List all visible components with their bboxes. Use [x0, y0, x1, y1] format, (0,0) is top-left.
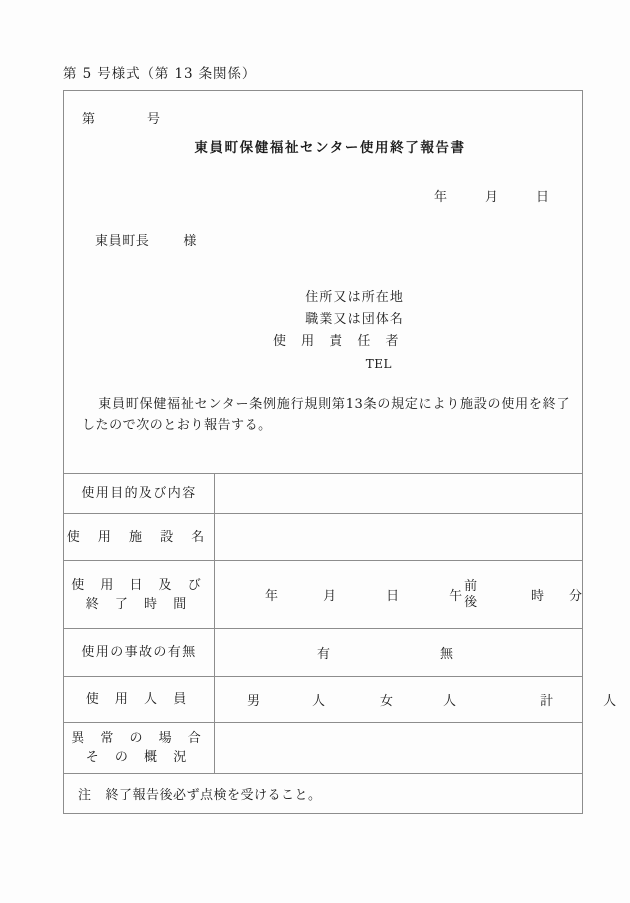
document-number-prefix: 第 [82, 112, 96, 127]
accident-options [219, 643, 582, 662]
accident-option-no[interactable]: 無 [440, 647, 454, 662]
pm-option[interactable]: 後 [464, 594, 478, 610]
applicant-tel-label: TEL [365, 357, 392, 371]
row-value-attendance[interactable] [215, 677, 617, 723]
row-value-abnormality[interactable] [215, 723, 583, 774]
row-label-facility: 使 用 施 設 名 [64, 514, 215, 561]
addressee-name: 東員町長 [95, 234, 150, 249]
applicant-occupation-label: 職業又は団体名 [305, 312, 404, 327]
document-title: 東員町保健福祉センター使用終了報告書 [194, 140, 466, 156]
attendance-male-label: 男 [247, 694, 261, 709]
attendance-female-unit: 人 [443, 694, 457, 709]
row-label-attendance: 使 用 人 員 [64, 677, 215, 723]
datetime-year-label: 年 [265, 589, 279, 604]
datetime-minute-label: 分 [568, 589, 582, 604]
row-label-abnormality-line1: 異 常 の 場 合 [71, 731, 207, 746]
table-row-datetime [64, 561, 582, 629]
am-pm-selector[interactable] [464, 579, 477, 611]
date-month-label: 月 [484, 190, 498, 205]
row-label-abnormality-line2: そ の 概 況 [85, 750, 193, 765]
note-cell [64, 774, 582, 814]
attendance-male-unit: 人 [312, 694, 326, 709]
table-row-purpose [64, 474, 582, 514]
table-row-facility [64, 514, 582, 561]
datetime-day-label: 日 [386, 589, 400, 604]
am-option[interactable]: 前 [464, 578, 478, 594]
row-value-facility[interactable] [215, 514, 583, 561]
attendance-fields [219, 690, 617, 709]
form-code: 第 5 号様式（第 13 条関係） [63, 66, 257, 82]
addressee-line [95, 230, 197, 249]
row-label-datetime [64, 561, 215, 629]
note-text: 終了報告後必ず点検を受けること。 [105, 788, 322, 803]
attendance-female-label: 女 [380, 694, 394, 709]
statement-body: 東員町保健福祉センター条例施行規則第13条の規定により施設の使用を終了したので次のとおり報告する。 [82, 397, 570, 433]
table-row-note [64, 774, 582, 814]
datetime-halfday-label: 午 [449, 589, 463, 604]
applicant-responsible-person-label: 使 用 責 任 者 [272, 334, 404, 349]
datetime-fields [219, 579, 582, 611]
row-value-datetime[interactable] [215, 561, 583, 629]
row-label-accident: 使用の事故の有無 [64, 629, 215, 677]
date-day-label: 日 [535, 190, 549, 205]
table-row-abnormality [64, 723, 582, 774]
date-year-label: 年 [433, 190, 447, 205]
table-row-accident [64, 629, 582, 677]
row-value-accident[interactable] [215, 629, 583, 677]
row-label-datetime-line2: 終 了 時 間 [85, 596, 193, 612]
submission-date-line [434, 186, 549, 205]
applicant-address-label: 住所又は所在地 [305, 290, 404, 305]
addressee-honorific: 様 [183, 234, 198, 249]
report-table [64, 473, 617, 813]
form-outer-box [63, 90, 617, 814]
datetime-hour-label: 時 [531, 589, 545, 604]
accident-option-yes[interactable]: 有 [317, 647, 331, 662]
document-number-line [82, 108, 160, 127]
row-label-abnormality [64, 723, 215, 774]
applicant-info-block [64, 287, 404, 375]
datetime-month-label: 月 [323, 589, 337, 604]
table-row-attendance [64, 677, 582, 723]
attendance-total-unit: 人 [603, 694, 617, 709]
row-label-purpose: 使用目的及び内容 [64, 474, 215, 514]
document-number-suffix: 号 [147, 112, 161, 127]
note-marker: 注 [78, 788, 92, 803]
row-label-datetime-line1: 使 用 日 及 び [71, 577, 207, 593]
statement-text [82, 394, 570, 436]
form-header-section [64, 91, 582, 473]
attendance-total-label: 計 [540, 694, 554, 709]
row-value-purpose[interactable] [215, 474, 583, 514]
